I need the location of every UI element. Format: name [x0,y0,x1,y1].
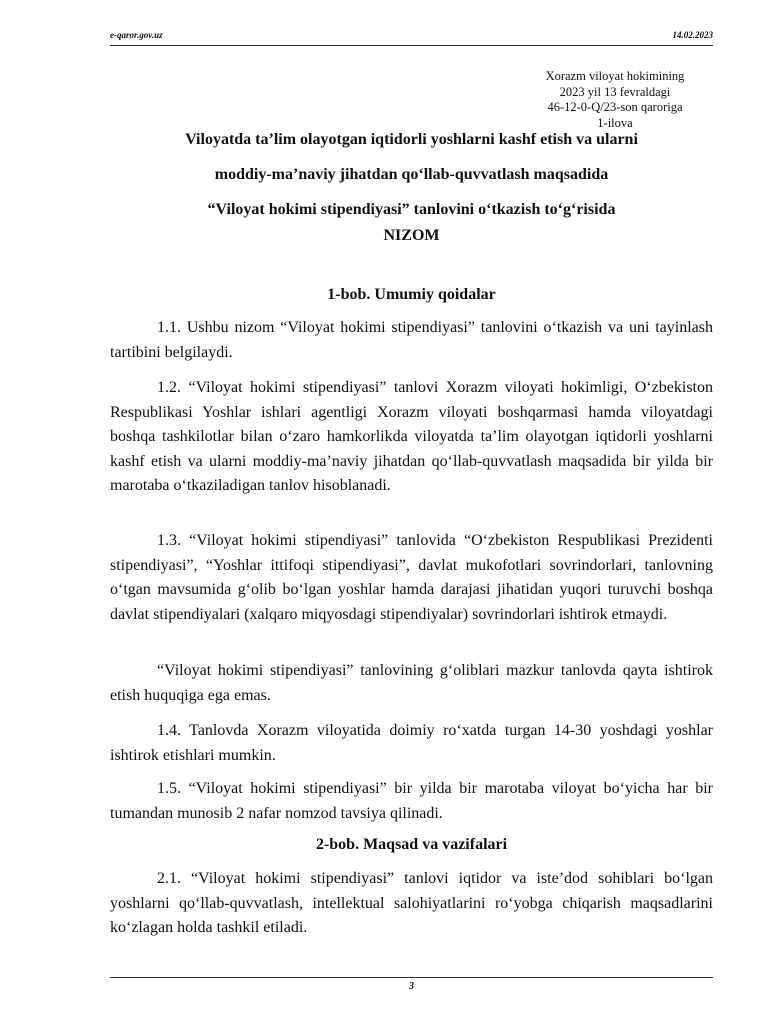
document-title-line: Viloyatda ta’lim olayotgan iqtidorli yoshlarni kashf etish va ularni [185,131,638,148]
approval-line: Xorazm viloyat hokimining [545,69,685,83]
chapter-heading: 2-bob. Maqsad va vazifalari [315,836,508,853]
page-number: 3 [409,981,414,992]
paragraph: 1.2. “Viloyat hokimi stipendiyasi” tanlovi Xorazm viloyati hokimligi, O‘zbekiston Respublikasi Yoshlar ishlari agentligi Xorazm viloyati boshqarmasi hamda viloyatdagi boshqa tashkilotlar bilan o‘zaro hamkorlikda viloyatda ta’lim olayotgan iqtidorli yoshlarni kashf etish va ularni moddiy-ma’naviy jihatdan qo‘llab-quvvatlash maqsadida bir yilda bir marotaba o‘tkaziladigan tanlov hisoblanadi. [110,379,713,494]
paragraph: 1.5. “Viloyat hokimi stipendiyasi” bir yilda bir marotaba viloyat bo‘yicha har bir tumandan munosib 2 nafar nomzod tavsiya qilinadi. [110,780,713,822]
document-title-line: moddiy-ma’naviy jihatdan qo‘llab-quvvatlash maqsadida [214,166,609,183]
paragraph: 1.1. Ushbu nizom “Viloyat hokimi stipendiyasi” tanlovini o‘tkazish va uni tayinlash tartibini belgilaydi. [110,319,713,361]
chapter-heading: 1-bob. Umumiy qoidalar [327,286,496,303]
approval-line: 2023 yil 13 fevraldagi [559,84,671,99]
page-header [110,30,713,46]
paragraph: 1.3. “Viloyat hokimi stipendiyasi” tanlovida “O‘zbekiston Respublikasi Prezidenti stipendiyasi”, “Yoshlar ittifoqi stipendiyasi”, davlat mukofotlari sovrindorlari, tanlovning o‘tgan mavsumida g‘olib bo‘lgan yoshlar hamda darajasi jihatidan yuqori turuvchi boshqa davlat stipendiyalari (xalqaro miqyosdagi stipendiyalar) sovrindorlari ishtirok etmaydi. [110,532,713,623]
approval-block [520,69,710,131]
document-title-line: “Viloyat hokimi stipendiyasi” tanlovini o‘tkazish to‘g‘risida [207,201,616,218]
header-date: 14.02.2023 [672,30,713,40]
paragraph: 2.1. “Viloyat hokimi stipendiyasi” tanlovi iqtidor va iste’dod sohiblari bo‘lgan yoshlarni qo‘llab-quvvatlash, intellektual salohiyatlarini ro‘yobga chiqarish maqsadlarini ko‘zlagan holda tashkil etiladi. [110,870,713,936]
document-title-nizom: NIZOM [383,227,440,244]
approval-line: 46-12-0-Q/23-son qaroriga [547,100,683,114]
site-name: e-qaror.gov.uz [110,30,163,40]
approval-line: 1-ilova [597,115,633,130]
footer-rule [110,977,713,978]
header-rule [110,45,713,46]
paragraph: 1.4. Tanlovda Xorazm viloyatida doimiy ro‘xatda turgan 14-30 yoshdagi yoshlar ishtirok etishlari mumkin. [110,722,713,764]
paragraph: “Viloyat hokimi stipendiyasi” tanlovining g‘oliblari mazkur tanlovda qayta ishtirok etish huquqiga ega emas. [110,662,713,704]
